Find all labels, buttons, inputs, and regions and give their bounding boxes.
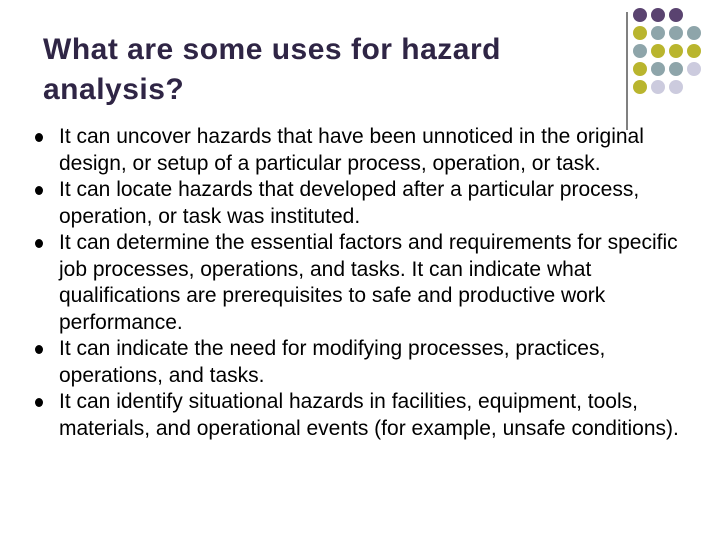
decorative-dot (669, 8, 683, 22)
decorative-dot (633, 26, 647, 40)
bullet-item (35, 124, 695, 177)
slide-title: What are some uses for hazard analysis? (43, 33, 501, 106)
bullet-dot-icon (35, 239, 43, 248)
decorative-dot (687, 62, 701, 76)
decorative-dot (651, 80, 665, 94)
bullet-text: It can indicate the need for modifying processes, practices, operations, and tasks. (59, 337, 606, 387)
bullet-dot-icon (35, 133, 43, 142)
decorative-dot (669, 80, 683, 94)
bullet-item (35, 389, 695, 442)
decorative-dot (687, 26, 701, 40)
decorative-dot (651, 8, 665, 22)
decorative-dot (669, 44, 683, 58)
decorative-dot (633, 80, 647, 94)
decorative-dot (669, 62, 683, 76)
decorative-divider-line (626, 12, 628, 130)
decorative-dot (687, 44, 701, 58)
bullet-item (35, 230, 695, 336)
decorative-dot (651, 62, 665, 76)
decorative-dot (651, 44, 665, 58)
bullet-text: It can determine the essential factors and requirements for specific job processes, operations, and tasks. It can indicate what qualifications are prerequisites to safe and productive work performance. (59, 231, 678, 334)
bullet-list (35, 124, 695, 442)
decorative-dot (651, 26, 665, 40)
bullet-text: It can locate hazards that developed after a particular process, operation, or task was instituted. (59, 178, 640, 228)
bullet-text: It can uncover hazards that have been unnoticed in the original design, or setup of a particular process, operation, or task. (59, 125, 644, 175)
decorative-dot (633, 8, 647, 22)
bullet-dot-icon (35, 345, 43, 354)
decorative-dot (633, 44, 647, 58)
decorative-dot (633, 62, 647, 76)
decorative-dot (669, 26, 683, 40)
bullet-text: It can identify situational hazards in facilities, equipment, tools, materials, and operational events (for example, unsafe conditions). (59, 390, 679, 440)
bullet-dot-icon (35, 398, 43, 407)
bullet-dot-icon (35, 186, 43, 195)
bullet-item (35, 177, 695, 230)
bullet-item (35, 336, 695, 389)
